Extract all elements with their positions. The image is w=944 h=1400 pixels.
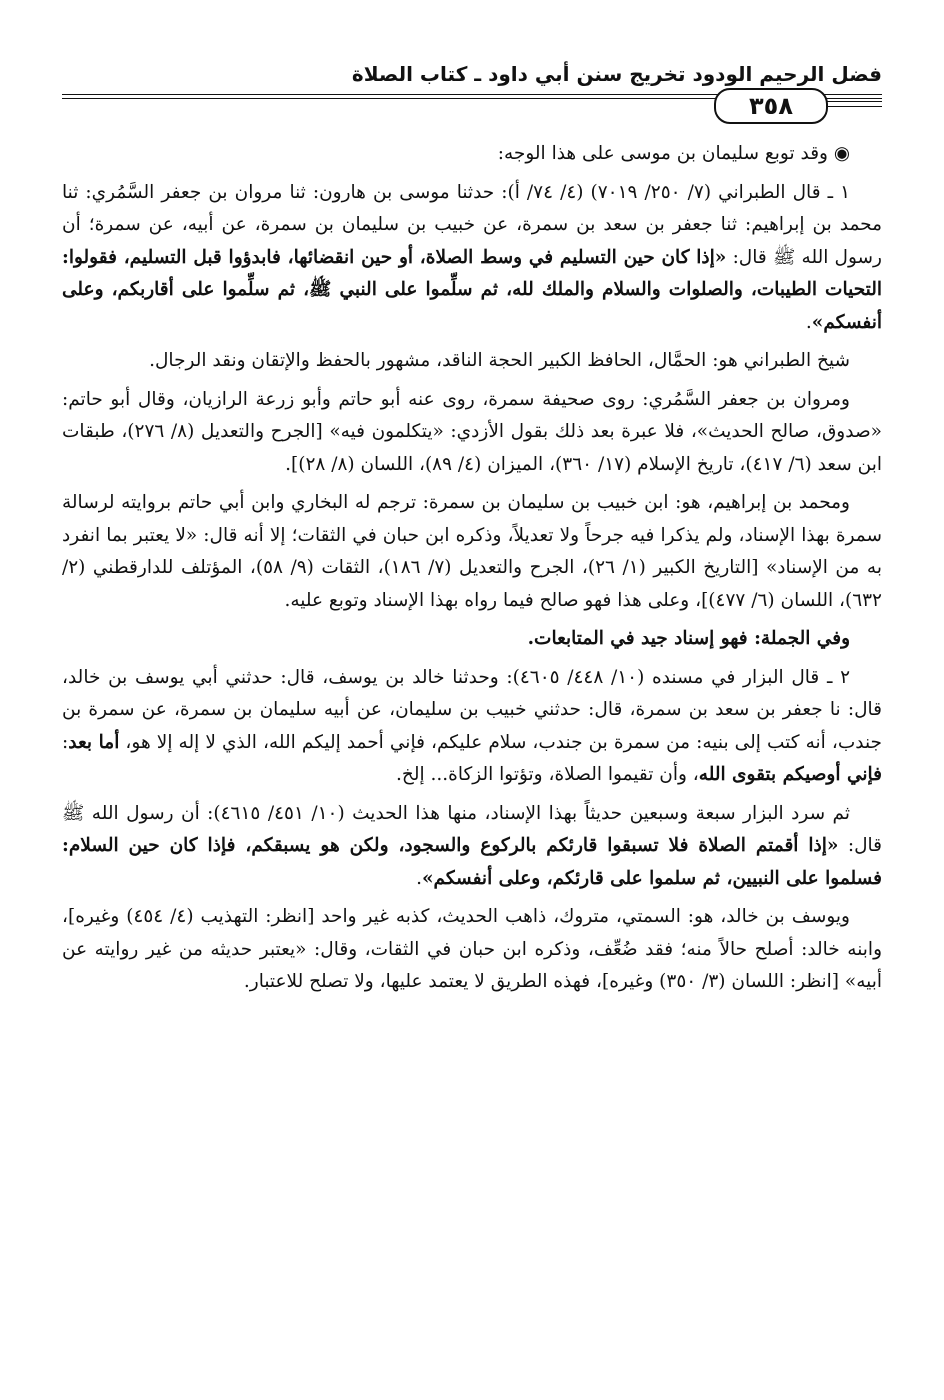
page-header [62,62,882,90]
paragraph [62,798,882,896]
header-rule [826,101,882,102]
paragraph [62,662,882,792]
bold-text-segment: «إذا كان حين التسليم في وسط الصلاة، أو حين انقضائها، فابدؤوا قبل التسليم، فقولوا: التحيات الطيبات، والصلوات والسلام والملك لله، ثم سلِّموا على النبي ﷺ، ثم سلِّموا على أقاربكم، وعلى أنفسكم» [62,246,882,333]
bold-text-segment: فإني أوصيكم بتقوى الله [698,764,882,785]
paragraph [62,623,882,656]
text-segment: ومروان بن جعفر السَّمُري: روى صحيفة سمرة، روى عنه أبو حاتم وأبو زرعة الرازيان، وقال أبو حاتم: «صدوق، صالح الحديث»، فلا عبرة بعد ذلك بقول الأزدي: «يتكلمون فيه» [الجرح والتعديل (٨/ ٢٧٦)، طبقات ابن سعد (٦/ ٤١٧)، تاريخ الإسلام (١٧/ ٣٦٠)، الميزان (٤/ ٨٩)، اللسان (٨/ ٢٨)]. [62,388,882,475]
paragraph [62,177,882,340]
text-segment: ١ ـ قال الطبراني (٧/ ٢٥٠/ ٧٠١٩) (٤/ ٧٤/ أ): حدثنا موسى بن هارون: ثنا مروان بن جعفر السَّمُري: ثنا محمد بن إبراهيم: ثنا جعفر بن سعد بن سمرة، عن خبيب بن سليمان بن سمرة، عن أبيه، عن سمرة؛ أن رسول الله ﷺ قال: [62,181,882,268]
text-segment: ٢ ـ قال البزار في مسنده (١٠/ ٤٤٨/ ٤٦٠٥): وحدثنا خالد بن يوسف، قال: حدثني أبي يوسف بن خالد، قال: نا جعفر بن سعد بن سمرة، قال: حدثني خبيب بن سليمان، عن أبيه سليمان بن سمرة، عن سمرة بن جندب، أنه كتب إلى بنيه: من سمرة بن جندب، سلام عليكم، فإني أحمد إليكم الله، الذي لا إله إلا هو، [62,666,882,753]
paragraph [62,138,882,171]
text-segment: شيخ الطبراني هو: الحمَّال، الحافظ الكبير الحجة الناقد، مشهور بالحفظ والإتقان ونقد الرجال. [149,350,850,371]
running-title: فضل الرحيم الودود تخريج سنن أبي داود ـ كتاب الصلاة [351,62,882,86]
text-segment: ومحمد بن إبراهيم، هو: ابن خبيب بن سليمان بن سمرة: ترجم له البخاري وابن أبي حاتم بروايته لرسالة سمرة بهذا الإسناد، ولم يذكرا فيه جرحاً ولا تعديلاً، وذكره ابن حبان في الثقات؛ إلا أنه قال: «لا يعتبر بما انفرد به من الإسناد» [التاريخ الكبير (١/ ٢٦)، الجرح والتعديل (٧/ ١٨٦)، الثقات (٩/ ٥٨)، المؤتلف للدارقطني (٢/ ٦٣٢)، اللسان (٦/ ٤٧٧)]، وعلى هذا فهو صالح فيما رواه بهذا الإسناد وتوبع عليه. [62,492,882,611]
paragraph [62,384,882,482]
paragraph [62,487,882,617]
paragraph [62,345,882,378]
text-segment: : [62,731,69,753]
body-text [62,138,882,1005]
text-segment: . [805,311,812,333]
text-segment: ويوسف بن خالد، هو: السمتي، متروك، ذاهب الحديث، كذبه غير واحد [انظر: التهذيب (٤/ ٤٥٤) وغيره]، وابنه خالد: أصلح حالاً منه؛ فقد ضُعِّف، وذكره ابن حبان في الثقات، وقال: «يعتبر حديثه من غير روايته عن أبيه» [انظر: اللسان (٣/ ٣٥٠) وغيره]، فهذه الطريق لا يعتمد عليها، ولا تصلح للاعتبار. [62,906,882,992]
text-segment: ، وأن تقيموا الصلاة، وتؤتوا الزكاة... إلخ. [396,764,699,785]
text-segment: . [416,867,422,889]
bold-text-segment: «إذا أقمتم الصلاة فلا تسبقوا قارئكم بالركوع والسجود، ولكن هو يسبقكم، فإذا كان حين السلام: فسلموا على النبيين، ثم سلموا على قارئكم، وعلى أنفسكم» [62,835,882,889]
text-segment: ◉ وقد توبع سليمان بن موسى على هذا الوجه: [497,143,850,164]
page-number: ٣٥٨ [714,88,828,124]
bold-text-segment: وفي الجملة: فهو إسناد جيد في المتابعات. [527,628,850,649]
paragraph [62,901,882,999]
header-rule [826,106,882,107]
bold-text-segment: أما بعد [68,731,120,753]
text-segment: ثم سرد البزار سبعة وسبعين حديثاً بهذا الإسناد، منها هذا الحديث (١٠/ ٤٥١/ ٤٦١٥): أن رسول الله ﷺ قال: [62,802,882,856]
